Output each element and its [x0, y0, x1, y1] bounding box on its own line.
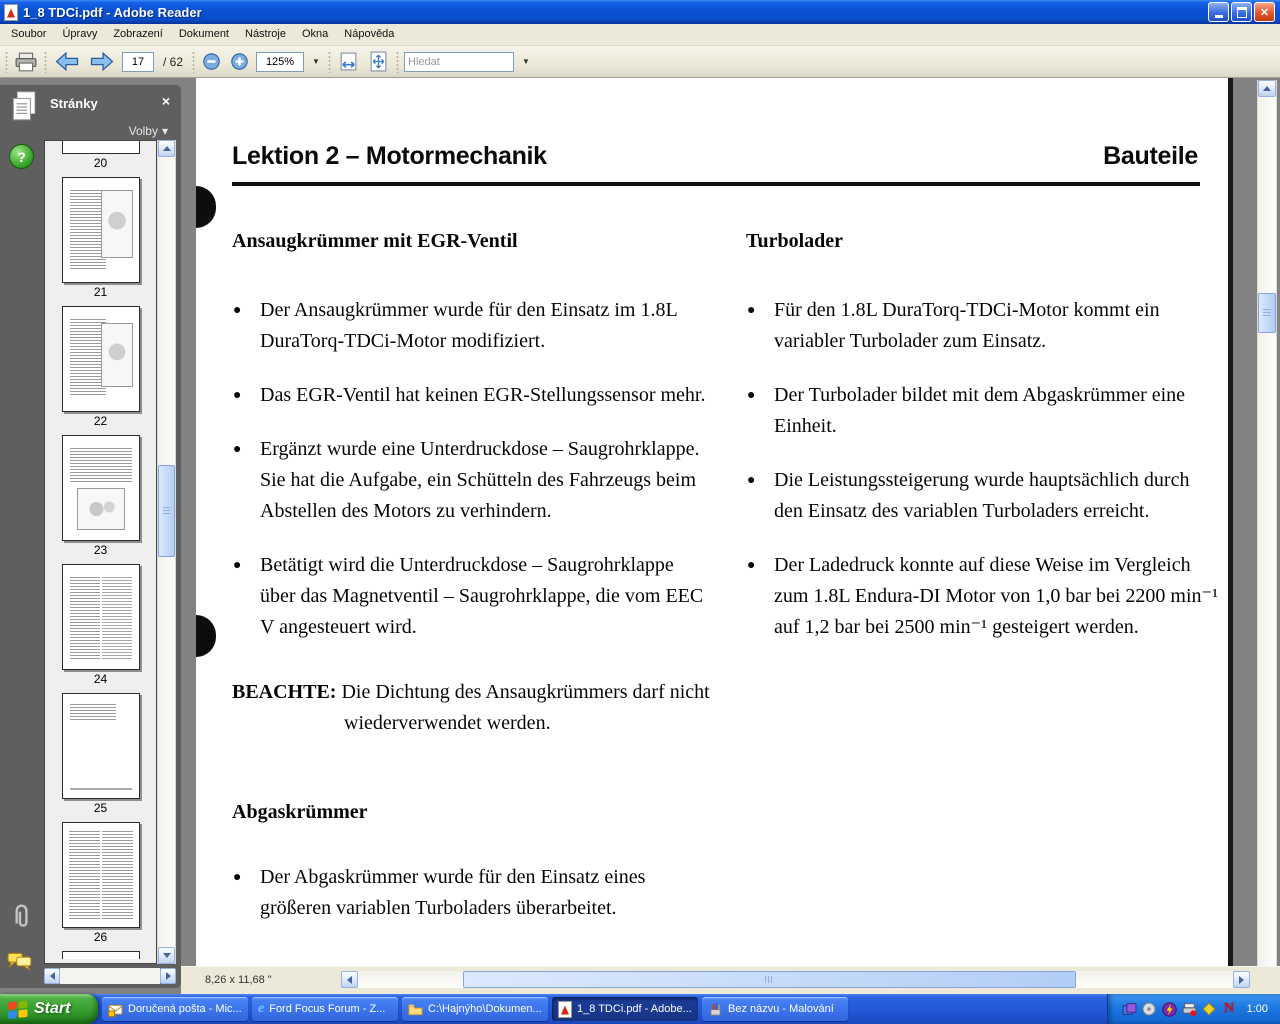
- left-column: [232, 226, 710, 947]
- comments-icon[interactable]: [7, 951, 33, 976]
- page-size-label: 8,26 x 11,68 ": [205, 974, 272, 986]
- task-button-browser[interactable]: [252, 997, 398, 1021]
- outlook-mail-icon: [108, 1002, 123, 1017]
- tray-winamp-icon[interactable]: [1162, 1002, 1177, 1017]
- zoom-out-icon: [202, 52, 221, 71]
- pages-panel: [0, 85, 181, 988]
- section-heading: Ansaugkrümmer mit EGR-Ventil: [232, 230, 518, 252]
- thumbnail-page-24: [62, 564, 140, 686]
- start-button[interactable]: [0, 994, 98, 1024]
- right-arrow-icon: [1239, 976, 1244, 984]
- page-thumbnail[interactable]: [62, 141, 140, 154]
- scrollbar-thumb[interactable]: [463, 971, 1076, 988]
- scrollbar-track[interactable]: [1257, 80, 1277, 988]
- zoom-out-button[interactable]: [200, 49, 223, 75]
- binder-hole-artifact: [196, 615, 216, 657]
- tray-printer-icon[interactable]: [1182, 1002, 1197, 1017]
- bullet-item: ● Für den 1.8L DuraTorq-TDCi-Motor kommt ein variabler Turbolader zum Einsatz.: [746, 295, 1222, 357]
- close-button[interactable]: ✕: [1254, 2, 1275, 22]
- thumbnail-page-number: 21: [93, 285, 108, 299]
- bullet-item: ● Betätigt wird die Unterdruckdose – Saugrohrklappe über das Magnetventil – Saugrohrklappe, die vom EEC V angesteuert wird.: [232, 550, 710, 643]
- left-arrow-icon: [50, 972, 55, 980]
- restore-button[interactable]: [1231, 2, 1252, 22]
- thumbnail-page-21: [62, 177, 140, 299]
- tray-cd-icon[interactable]: [1142, 1002, 1157, 1017]
- document-vertical-scrollbar[interactable]: [1257, 80, 1277, 988]
- thumbnail-list: [45, 141, 156, 959]
- zoom-in-button[interactable]: [228, 49, 251, 75]
- section-heading: Turbolader: [746, 230, 844, 252]
- document-horizontal-scrollbar[interactable]: [341, 971, 1250, 988]
- bullet-item: ● Der Ansaugkrümmer wurde für den Einsatz im 1.8L DuraTorq-TDCi-Motor modifiziert.: [232, 295, 710, 357]
- scroll-left-button[interactable]: [341, 971, 358, 988]
- fit-width-icon: [338, 51, 359, 72]
- page-title: Lektion 2 – Motormechanik: [232, 142, 547, 170]
- scrollbar-track[interactable]: [60, 968, 160, 984]
- thumbnails-panel: [44, 140, 157, 964]
- task-label: 1_8 TDCi.pdf - Adobe...: [577, 1003, 692, 1015]
- page-number-input[interactable]: [122, 52, 154, 72]
- tray-display-icon[interactable]: [1122, 1002, 1137, 1017]
- task-button-explorer[interactable]: [402, 997, 548, 1021]
- fit-width-button[interactable]: [336, 49, 361, 75]
- header-rule: [232, 182, 1200, 186]
- toolbar: [0, 46, 1280, 78]
- menu-dokument[interactable]: Dokument: [178, 28, 229, 40]
- next-page-button[interactable]: [87, 49, 117, 75]
- page-thumbnail[interactable]: [62, 177, 140, 283]
- fit-page-icon: [368, 51, 389, 72]
- bullet-item: ● Der Abgaskrümmer wurde für den Einsatz eines größeren variablen Turboladers überarbeitet.: [232, 862, 710, 924]
- arrow-right-icon: [89, 51, 115, 72]
- menu-soubor[interactable]: Soubor: [11, 28, 47, 40]
- panel-options-button[interactable]: Volby ▾: [128, 124, 168, 138]
- window-controls: [1208, 2, 1280, 22]
- menu-zobrazeni[interactable]: Zobrazení: [113, 28, 163, 40]
- menu-okna[interactable]: Okna: [301, 28, 329, 40]
- bullet-item: ● Die Leistungssteigerung wurde hauptsächlich durch den Einsatz des variablen Turboladers erreicht.: [746, 465, 1222, 527]
- binder-hole-artifact: [196, 186, 216, 228]
- thumbnail-page-number: 23: [93, 543, 108, 557]
- toolbar-grip[interactable]: [396, 51, 399, 73]
- paint-icon: [708, 1002, 723, 1017]
- taskbar: [0, 994, 1280, 1024]
- bullet-item: ● Der Turbolader bildet mit dem Abgaskrümmer eine Einheit.: [746, 380, 1222, 442]
- scroll-right-button[interactable]: [1233, 971, 1250, 988]
- right-column: [746, 226, 1222, 666]
- panel-close-button[interactable]: ×: [161, 93, 170, 109]
- right-arrow-icon: [166, 972, 171, 980]
- thumbnail-page-number: 26: [93, 930, 108, 944]
- up-arrow-icon: [1263, 86, 1271, 91]
- menu-bar: [0, 24, 1280, 46]
- chevron-down-icon: ▾: [161, 124, 168, 138]
- menu-nastroje[interactable]: Nástroje: [245, 28, 286, 40]
- status-bar: [181, 966, 1280, 994]
- scrollbar-thumb[interactable]: [158, 465, 175, 557]
- toolbar-grip[interactable]: [192, 51, 195, 73]
- toolbar-grip[interactable]: [44, 51, 47, 73]
- attachments-icon[interactable]: [10, 903, 32, 936]
- folder-icon: [408, 1002, 423, 1017]
- internet-explorer-icon: e: [258, 1001, 265, 1016]
- printer-icon: [15, 52, 37, 72]
- task-label: Bez názvu - Malování: [728, 1003, 834, 1015]
- down-arrow-icon: [163, 953, 171, 958]
- thumbnail-page-number: 24: [93, 672, 108, 686]
- page-thumbnail[interactable]: [62, 435, 140, 541]
- page-title-right: Bauteile: [1103, 142, 1198, 170]
- pdf-page: [196, 78, 1233, 966]
- page-thumbnail[interactable]: [62, 822, 140, 928]
- page-thumbnail[interactable]: [62, 306, 140, 412]
- scrollbar-thumb[interactable]: [1258, 293, 1276, 333]
- thumbnail-page-number: 22: [93, 414, 108, 428]
- scrollbar-track[interactable]: [358, 971, 1233, 988]
- thumbnail-page-27-partial: [62, 951, 140, 959]
- up-arrow-icon: [163, 146, 171, 151]
- bullet-item: ● Das EGR-Ventil hat keinen EGR-Stellungssensor mehr.: [232, 380, 710, 411]
- task-button-paint[interactable]: [702, 997, 848, 1021]
- scroll-up-button[interactable]: [1258, 80, 1276, 97]
- beachte-note: BEACHTE: Die Dichtung des Ansaugkrümmers darf nicht wiederverwendet werden.: [232, 681, 710, 734]
- pdf-file-icon: [558, 1001, 572, 1018]
- zoom-dropdown-button[interactable]: ▼: [312, 57, 320, 66]
- page-total-label: / 62: [163, 54, 184, 69]
- page-thumbnail[interactable]: [62, 693, 140, 799]
- scroll-down-button[interactable]: [158, 947, 175, 964]
- thumbnails-horizontal-scrollbar[interactable]: [44, 968, 176, 984]
- zoom-level-input[interactable]: [256, 52, 304, 72]
- scroll-right-button[interactable]: [160, 968, 176, 984]
- task-button-adobe-reader-active[interactable]: [552, 997, 698, 1021]
- left-arrow-icon: [347, 976, 352, 984]
- thumbnail-page-22: [62, 306, 140, 428]
- menu-upravy[interactable]: Úpravy: [62, 28, 98, 40]
- thumbnails-vertical-scrollbar[interactable]: [157, 140, 176, 964]
- scroll-left-button[interactable]: [44, 968, 60, 984]
- system-tray: [1107, 994, 1280, 1024]
- fit-page-button[interactable]: [366, 49, 391, 75]
- windows-logo-icon: [7, 999, 29, 1020]
- previous-page-button[interactable]: [52, 49, 82, 75]
- task-label: C:\Hajnýho\Dokumen...: [428, 1003, 542, 1015]
- arrow-left-icon: [54, 51, 80, 72]
- panel-title: Stránky: [50, 96, 98, 111]
- section-heading: Abgaskrümmer: [232, 801, 368, 823]
- page-thumbnail[interactable]: [62, 564, 140, 670]
- menu-napoveda[interactable]: Nápověda: [344, 28, 395, 40]
- thumbnail-page-number: 20: [93, 156, 108, 170]
- thumbnail-page-20: [62, 141, 140, 170]
- adobe-reader-app-icon: [4, 4, 18, 21]
- start-label: Start: [34, 1000, 71, 1017]
- task-button-mail[interactable]: [102, 997, 248, 1021]
- search-dropdown-button[interactable]: ▼: [522, 57, 530, 66]
- thumbnail-page-25: [62, 693, 140, 815]
- pages-panel-icon[interactable]: [9, 90, 39, 129]
- page-thumbnail[interactable]: [62, 951, 140, 959]
- window-title: 1_8 TDCi.pdf - Adobe Reader: [23, 4, 202, 20]
- bullet-item: ● Der Ladedruck konnte auf diese Weise im Vergleich zum 1.8L Endura-DI Motor von 1,0 bar bei 2200 min⁻¹ auf 1,2 bar bei 2500 min⁻¹ gesteigert werden.: [746, 550, 1222, 643]
- toolbar-grip[interactable]: [5, 51, 8, 73]
- tray-messenger-icon[interactable]: [1202, 1002, 1217, 1017]
- tray-antivirus-icon[interactable]: N: [1224, 1001, 1235, 1016]
- task-label: Ford Focus Forum - Z...: [269, 1003, 386, 1015]
- taskbar-clock: 1:00: [1246, 1003, 1268, 1015]
- document-area: [181, 78, 1280, 966]
- scroll-up-button[interactable]: [158, 140, 175, 157]
- minimize-button[interactable]: [1208, 2, 1229, 22]
- task-label: Doručená pošta - Mic...: [128, 1003, 242, 1015]
- help-button[interactable]: ?: [9, 144, 34, 169]
- print-button[interactable]: [13, 49, 39, 75]
- bullet-item: ● Ergänzt wurde eine Unterdruckdose – Saugrohrklappe. Sie hat die Aufgabe, ein Schütteln des Fahrzeugs beim Abstellen des Motors zu verhindern.: [232, 434, 710, 527]
- title-bar: [0, 0, 1280, 24]
- thumbnail-page-23: [62, 435, 140, 557]
- toolbar-grip[interactable]: [328, 51, 331, 73]
- thumbnail-page-26: [62, 822, 140, 944]
- search-input[interactable]: [404, 52, 514, 72]
- thumbnail-page-number: 25: [93, 801, 108, 815]
- zoom-in-icon: [230, 52, 249, 71]
